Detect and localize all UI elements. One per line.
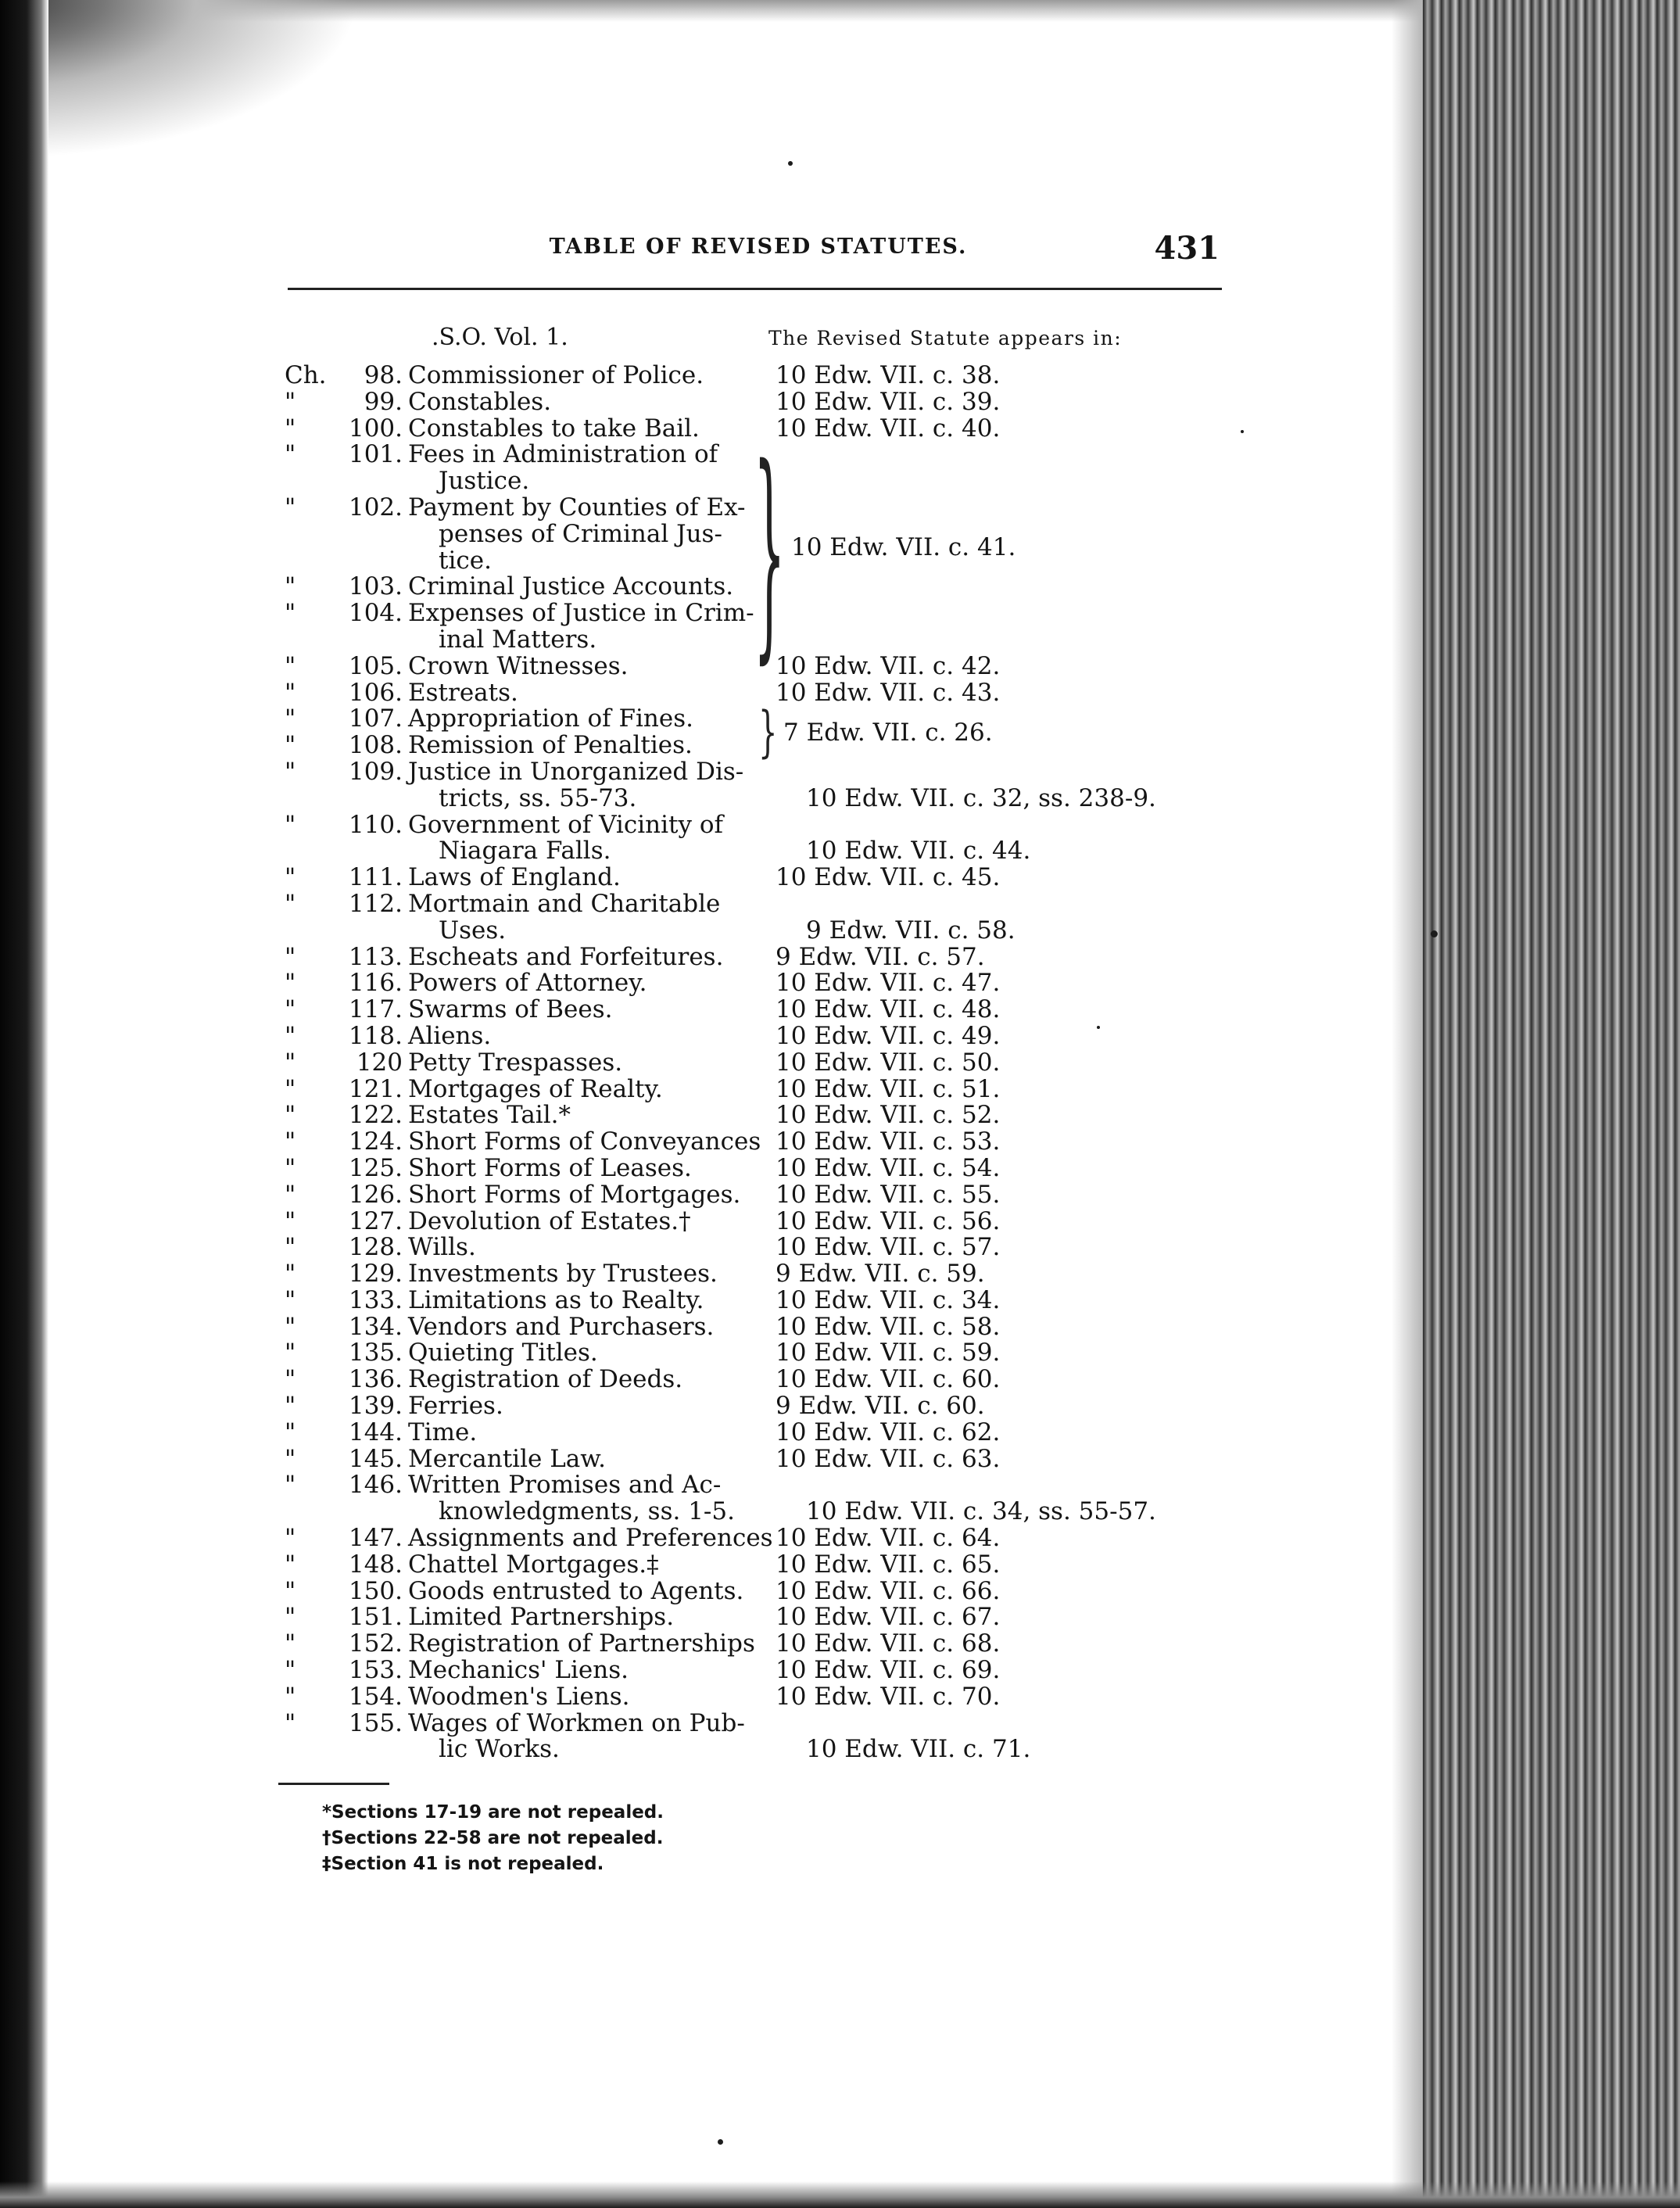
statute-title: Limitations as to Realty. [408, 1285, 704, 1314]
revised-reference: 10 Edw. VII. c. 38. [776, 361, 1001, 389]
statute-title: Constables to take Bail. [408, 414, 700, 443]
table-row [285, 944, 1379, 971]
row-prefix: " [285, 1206, 296, 1235]
chapter-number: 107. [348, 704, 403, 733]
revised-reference [774, 600, 1245, 627]
chapter-number: 154. [348, 1682, 403, 1711]
revised-reference: 10 Edw. VII. c. 47. [776, 969, 1001, 998]
row-prefix: " [285, 942, 296, 971]
chapter-number [336, 548, 403, 575]
chapter-number: 152. [348, 1629, 403, 1658]
row-prefix: " [285, 1101, 296, 1130]
row-prefix: " [285, 1629, 296, 1658]
table-row [285, 1023, 1379, 1050]
chapter-number: 125. [348, 1153, 403, 1182]
revised-reference: 10 Edw. VII. c. 62. [776, 1418, 1001, 1446]
row-prefix: " [285, 1682, 296, 1711]
table-row [285, 442, 1379, 495]
revised-reference: 10 Edw. VII. c. 55. [776, 1180, 1001, 1209]
row-prefix [285, 918, 336, 944]
chapter-number [336, 918, 403, 944]
row-prefix: " [285, 1603, 296, 1632]
row-prefix: " [285, 1418, 296, 1446]
table-row [285, 1102, 1379, 1129]
statute-title: Niagara Falls. [439, 837, 611, 866]
statute-title: Petty Trespasses. [408, 1048, 623, 1077]
table-row [285, 1235, 1379, 1261]
statute-title: Registration of Deeds. [408, 1365, 683, 1394]
statute-title: Government of Vicinity of [408, 810, 723, 839]
statute-title: Investments by Trustees. [408, 1260, 718, 1289]
statute-title: Justice in Unorganized Dis- [408, 757, 744, 786]
revised-reference: 10 Edw. VII. c. 56. [776, 1206, 1001, 1235]
statute-title: Escheats and Forfeitures. [408, 942, 724, 971]
revised-reference [774, 574, 1245, 600]
revised-reference [774, 495, 1245, 522]
table-row [285, 1446, 1379, 1473]
chapter-number: 106. [348, 678, 403, 707]
row-prefix: " [285, 1656, 296, 1685]
statute-title: tice. [439, 546, 492, 575]
chapter-number: 145. [348, 1444, 403, 1473]
chapter-number: 127. [348, 1206, 403, 1235]
row-prefix [285, 838, 336, 865]
table-row [285, 1604, 1379, 1631]
row-prefix: " [285, 440, 296, 469]
revised-reference: 10 Edw. VII. c. 44. [806, 837, 1031, 866]
chapter-number: 153. [348, 1656, 403, 1685]
row-prefix: " [285, 810, 296, 839]
table-row [285, 416, 1379, 443]
revised-reference: 10 Edw. VII. c. 53. [776, 1127, 1001, 1156]
chapter-number: 100. [348, 414, 403, 443]
grouping-brace: } [754, 420, 786, 684]
table-row [285, 1129, 1379, 1156]
chapter-number: 139. [348, 1392, 403, 1421]
revised-reference: 10 Edw. VII. c. 63. [776, 1444, 1001, 1473]
table-row [285, 891, 1379, 944]
statute-title: Aliens. [408, 1021, 492, 1050]
revised-reference: 10 Edw. VII. c. 59. [776, 1339, 1001, 1367]
table-row [285, 1576, 1379, 1605]
row-prefix: " [285, 1021, 296, 1050]
table-row [285, 997, 1379, 1023]
revised-reference: 10 Edw. VII. c. 34. [776, 1285, 1001, 1314]
statute-title: Mechanics' Liens. [408, 1656, 629, 1685]
chapter-number: 135. [348, 1339, 403, 1367]
table-row [285, 651, 1379, 680]
row-prefix: " [285, 889, 296, 918]
chapter-number: 150. [348, 1576, 403, 1605]
revised-reference: 9 Edw. VII. c. 58. [806, 916, 1016, 944]
row-prefix: " [285, 1524, 296, 1553]
table-row [285, 1340, 1379, 1367]
chapter-number: 147. [348, 1524, 403, 1553]
table-section-1 [285, 363, 1379, 442]
table-row [285, 1472, 1379, 1525]
statute-title: Estates Tail.* [408, 1101, 571, 1130]
row-prefix: " [285, 1312, 296, 1341]
revised-reference: 10 Edw. VII. c. 60. [776, 1365, 1001, 1394]
chapter-number: 99. [364, 387, 403, 416]
chapter-number: 120 [356, 1048, 403, 1077]
grouping-brace: } [758, 700, 778, 765]
revised-reference [774, 891, 1245, 918]
table-row [285, 680, 1379, 707]
revised-reference: 10 Edw. VII. c. 58. [776, 1312, 1001, 1341]
chapter-number: 128. [348, 1233, 403, 1262]
chapter-number [336, 786, 403, 812]
revised-reference: 10 Edw. VII. c. 57. [776, 1233, 1001, 1262]
table-row [285, 1050, 1379, 1077]
table-row [285, 1367, 1379, 1393]
row-prefix: " [285, 1471, 296, 1500]
revised-reference: 10 Edw. VII. c. 51. [776, 1074, 1001, 1103]
chapter-number: 121. [348, 1074, 403, 1103]
table-row [285, 600, 1379, 654]
table-row [285, 1420, 1379, 1446]
revised-reference: 9 Edw. VII. c. 60. [776, 1392, 985, 1421]
table-row [285, 574, 1379, 600]
row-prefix [285, 468, 336, 495]
chapter-number: 151. [348, 1603, 403, 1632]
revised-reference: 10 Edw. VII. c. 54. [776, 1153, 1001, 1182]
chapter-number: 129. [348, 1260, 403, 1289]
statute-title: Quieting Titles. [408, 1339, 598, 1367]
statute-title: Remission of Penalties. [408, 731, 693, 760]
statute-title: Time. [408, 1418, 478, 1446]
revised-reference: 10 Edw. VII. c. 42. [776, 651, 1001, 680]
revised-reference [774, 759, 1245, 786]
chapter-number: 136. [348, 1365, 403, 1394]
row-prefix: " [285, 1576, 296, 1605]
table-row [285, 1708, 1379, 1764]
row-prefix [285, 1499, 336, 1525]
row-prefix: " [285, 1153, 296, 1182]
statute-title: Mortgages of Realty. [408, 1074, 663, 1103]
table-row [285, 1074, 1379, 1103]
footnote: *Sections 17-19 are not repealed. [322, 1802, 664, 1823]
statute-title: knowledgments, ss. 1-5. [439, 1497, 735, 1526]
footnotes [322, 1800, 664, 1877]
grouped-rows-26 [285, 700, 1379, 765]
row-prefix: " [285, 651, 296, 680]
chapter-number: 134. [348, 1312, 403, 1341]
statute-table [285, 363, 1379, 1763]
running-title: TABLE OF REVISED STATUTES. [549, 235, 968, 259]
statute-title: Constables. [408, 387, 552, 416]
chapter-number: 116. [348, 969, 403, 998]
statute-title: Justice. [439, 467, 530, 496]
footnote: †Sections 22-58 are not repealed. [322, 1828, 664, 1848]
row-prefix: " [285, 863, 296, 892]
chapter-number: 117. [348, 995, 403, 1024]
statute-title: Vendors and Purchasers. [408, 1312, 715, 1341]
chapter-number: 113. [348, 942, 403, 971]
statute-title: penses of Criminal Jus- [439, 519, 722, 548]
row-prefix: " [285, 387, 296, 416]
group-reference: 10 Edw. VII. c. 41. [791, 533, 1016, 562]
group-reference: 7 Edw. VII. c. 26. [783, 719, 993, 747]
row-prefix: " [285, 678, 296, 707]
revised-reference: 10 Edw. VII. c. 45. [776, 863, 1001, 892]
statute-title: Appropriation of Fines. [408, 704, 693, 733]
table-row [285, 1684, 1379, 1711]
chapter-number: 146. [348, 1471, 403, 1500]
chapter-number: 124. [348, 1127, 403, 1156]
revised-reference: 10 Edw. VII. c. 66. [776, 1576, 1001, 1605]
revised-reference: 10 Edw. VII. c. 50. [776, 1048, 1001, 1077]
revised-reference: 10 Edw. VII. c. 49. [776, 1021, 1001, 1050]
footnote: ‡Section 41 is not repealed. [322, 1854, 604, 1874]
statute-title: Crown Witnesses. [408, 651, 629, 680]
statute-title: Expenses of Justice in Crim- [408, 599, 754, 628]
statute-title: Goods entrusted to Agents. [408, 1576, 744, 1605]
statute-title: Short Forms of Leases. [408, 1153, 692, 1182]
row-prefix: " [285, 995, 296, 1024]
chapter-number: 133. [348, 1285, 403, 1314]
table-row [285, 1182, 1379, 1209]
revised-reference [774, 442, 1245, 468]
revised-reference: 10 Edw. VII. c. 39. [776, 387, 1001, 416]
statute-title: Short Forms of Conveyances [408, 1127, 761, 1156]
table-row [285, 812, 1379, 866]
table-row [285, 759, 1379, 812]
chapter-number: 122. [348, 1101, 403, 1130]
row-prefix [285, 627, 336, 654]
chapter-number: 126. [348, 1180, 403, 1209]
statute-title: Commissioner of Police. [408, 361, 704, 389]
chapter-number [336, 1499, 403, 1525]
statute-title: Laws of England. [408, 863, 621, 892]
chapter-number: 108. [348, 731, 403, 760]
row-prefix: " [285, 599, 296, 628]
statute-title: lic Works. [439, 1735, 560, 1764]
table-row [285, 865, 1379, 891]
revised-reference: 10 Edw. VII. c. 34, ss. 55-57. [806, 1497, 1156, 1526]
chapter-number: 148. [348, 1550, 403, 1579]
row-prefix: " [285, 1392, 296, 1421]
statute-title: inal Matters. [439, 625, 597, 654]
row-prefix: " [285, 1048, 296, 1077]
chapter-number [336, 522, 403, 548]
page-number: 431 [1154, 230, 1220, 267]
chapter-number: 105. [348, 651, 403, 680]
statute-title: Limited Partnerships. [408, 1603, 675, 1632]
row-prefix: Ch. [285, 361, 327, 389]
table-row [285, 970, 1379, 997]
revised-reference [774, 1711, 1245, 1737]
row-prefix: " [285, 1260, 296, 1289]
revised-reference: 9 Edw. VII. c. 57. [776, 942, 985, 971]
statute-title: Mortmain and Charitable [408, 889, 721, 918]
statute-title: Uses. [439, 916, 507, 944]
statute-title: Short Forms of Mortgages. [408, 1180, 741, 1209]
revised-reference: 10 Edw. VII. c. 68. [776, 1629, 1001, 1658]
header-rule [288, 288, 1222, 290]
statute-title: Wages of Workmen on Pub- [408, 1708, 745, 1737]
row-prefix: " [285, 1444, 296, 1473]
chapter-number: 111. [348, 863, 403, 892]
chapter-number [336, 1737, 403, 1763]
row-prefix: " [285, 1074, 296, 1103]
revised-reference: 10 Edw. VII. c. 65. [776, 1550, 1001, 1579]
statute-title: Criminal Justice Accounts. [408, 572, 734, 601]
row-prefix: " [285, 1365, 296, 1394]
table-section-2 [285, 651, 1379, 707]
chapter-number [336, 627, 403, 654]
statute-title: Estreats. [408, 678, 518, 707]
row-prefix: " [285, 1285, 296, 1314]
revised-reference: 10 Edw. VII. c. 48. [776, 995, 1001, 1024]
chapter-number: 102. [348, 493, 403, 522]
footnote-rule [278, 1783, 389, 1785]
revised-reference: 10 Edw. VII. c. 64. [776, 1524, 1001, 1553]
row-prefix [285, 522, 336, 548]
revised-reference: 10 Edw. VII. c. 70. [776, 1682, 1001, 1711]
table-row [285, 1285, 1379, 1314]
row-prefix: " [285, 731, 296, 760]
statute-title: Swarms of Bees. [408, 995, 613, 1024]
row-prefix: " [285, 1550, 296, 1579]
revised-reference: 10 Edw. VII. c. 69. [776, 1656, 1001, 1685]
revised-reference: 10 Edw. VII. c. 71. [806, 1735, 1031, 1764]
chapter-number: 110. [348, 810, 403, 839]
revised-reference [774, 1472, 1245, 1499]
statute-title: Wills. [408, 1233, 476, 1262]
statute-title: Assignments and Preferences [408, 1524, 773, 1553]
revised-reference: 10 Edw. VII. c. 52. [776, 1101, 1001, 1130]
revised-reference: 10 Edw. VII. c. 32, ss. 238-9. [806, 783, 1156, 812]
row-prefix: " [285, 969, 296, 998]
table-row [285, 1314, 1379, 1341]
row-prefix: " [285, 1233, 296, 1262]
table-row [285, 1631, 1379, 1658]
table-row [285, 1206, 1379, 1235]
row-prefix: " [285, 1708, 296, 1737]
chapter-number: 155. [348, 1708, 403, 1737]
chapter-number: 144. [348, 1418, 403, 1446]
statute-title: Registration of Partnerships [408, 1629, 755, 1658]
row-prefix: " [285, 757, 296, 786]
chapter-number [336, 838, 403, 865]
row-prefix: " [285, 1339, 296, 1367]
table-row [285, 363, 1379, 389]
revised-reference: 10 Edw. VII. c. 40. [776, 414, 1001, 443]
chapter-number [336, 468, 403, 495]
table-row [285, 1153, 1379, 1182]
row-prefix: " [285, 1127, 296, 1156]
row-prefix: " [285, 414, 296, 443]
statute-title: Fees in Administration of [408, 440, 718, 469]
table-row [285, 389, 1379, 416]
revised-reference [804, 627, 1275, 654]
chapter-number: 112. [348, 889, 403, 918]
chapter-number: 118. [348, 1021, 403, 1050]
row-prefix: " [285, 1180, 296, 1209]
statute-title: Ferries. [408, 1392, 503, 1421]
chapter-number: 103. [348, 572, 403, 601]
statute-title: Written Promises and Ac- [408, 1471, 722, 1500]
statute-title: Devolution of Estates.† [408, 1206, 691, 1235]
revised-reference [804, 468, 1275, 495]
table-row [285, 1552, 1379, 1579]
table-row [285, 1261, 1379, 1288]
table-row [285, 1525, 1379, 1552]
chapter-number: 109. [348, 757, 403, 786]
chapter-number: 101. [348, 440, 403, 469]
revised-reference: 10 Edw. VII. c. 67. [776, 1603, 1001, 1632]
statute-title: Powers of Attorney. [408, 969, 647, 998]
row-prefix: " [285, 572, 296, 601]
statute-title: Chattel Mortgages.‡ [408, 1550, 659, 1579]
statute-title: Payment by Counties of Ex- [408, 493, 746, 522]
statute-title: Woodmen's Liens. [408, 1682, 630, 1711]
chapter-number: 98. [364, 361, 403, 389]
statute-title: Mercantile Law. [408, 1444, 606, 1473]
column-heading-right: The Revised Statute appears in: [768, 327, 1123, 349]
row-prefix: " [285, 704, 296, 733]
row-prefix [285, 548, 336, 575]
row-prefix [285, 786, 336, 812]
table-section-3 [285, 759, 1379, 1763]
table-row [285, 1393, 1379, 1420]
table-row [285, 1658, 1379, 1684]
chapter-number: 104. [348, 599, 403, 628]
revised-reference: 10 Edw. VII. c. 43. [776, 678, 1001, 707]
revised-reference [774, 812, 1245, 839]
column-heading-left: .S.O. Vol. 1. [432, 324, 568, 351]
row-prefix [285, 1737, 336, 1763]
statute-title: tricts, ss. 55-73. [439, 783, 637, 812]
row-prefix: " [285, 493, 296, 522]
revised-reference: 9 Edw. VII. c. 59. [776, 1260, 985, 1289]
